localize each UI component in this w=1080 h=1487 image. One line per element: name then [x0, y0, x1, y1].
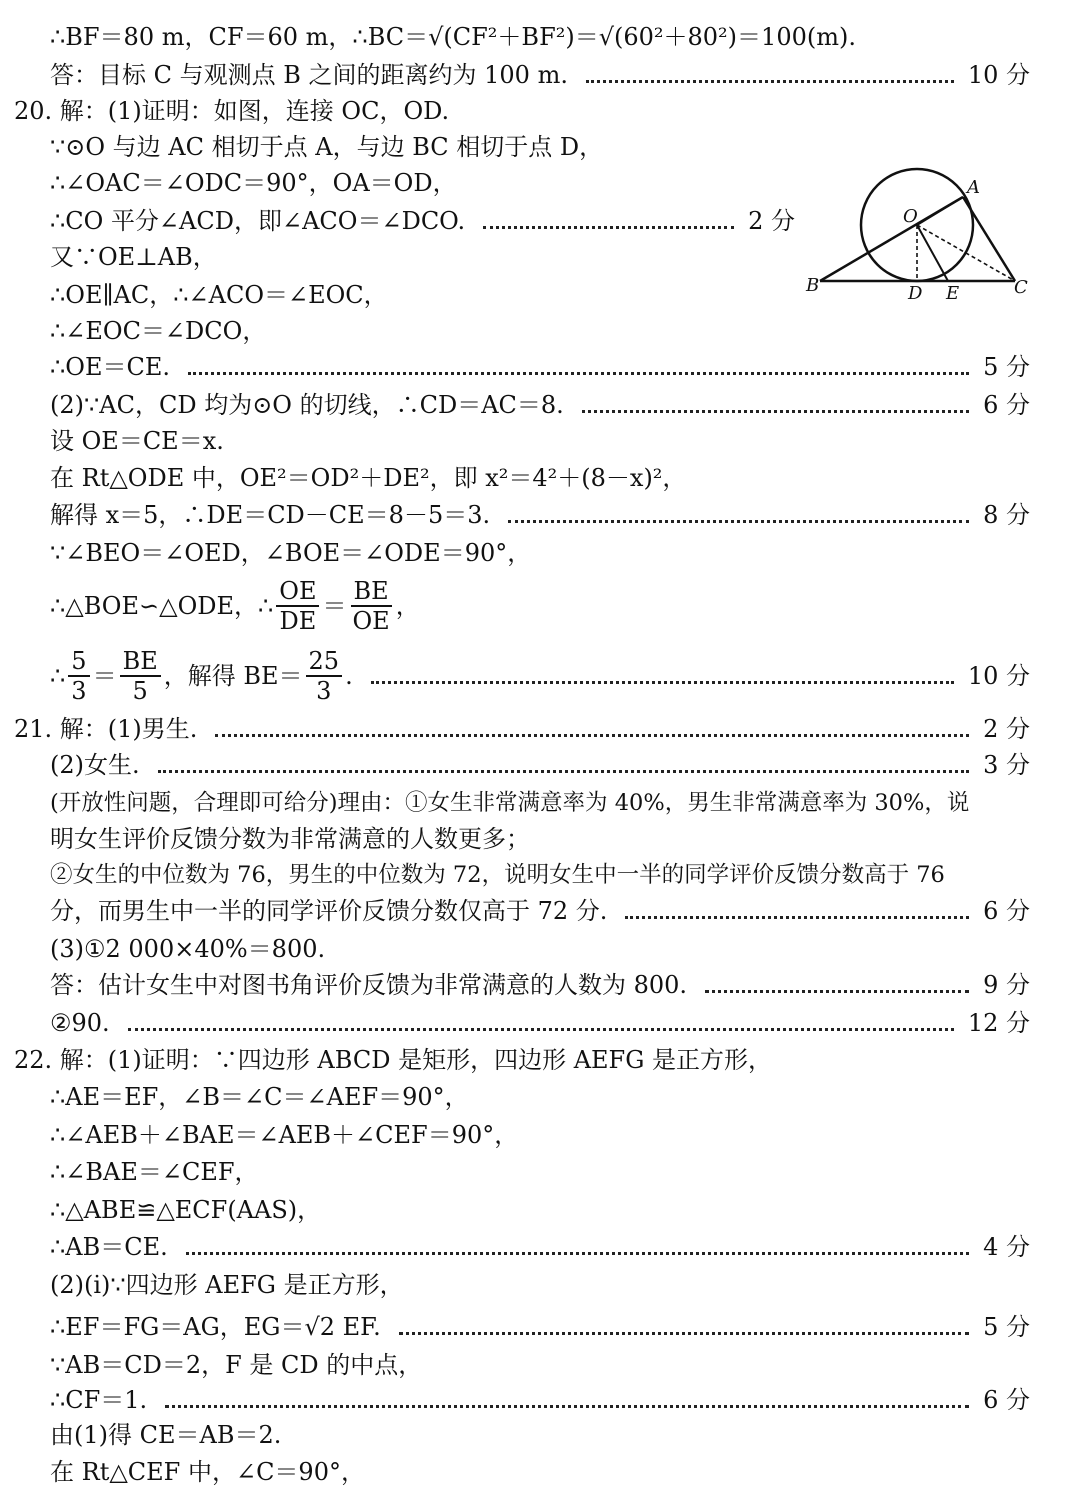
line-12 [50, 426, 950, 456]
line-10 [50, 352, 1030, 382]
line-4-text: ∵⊙O 与边 AC 相切于点 A，与边 BC 相切于点 D， [50, 133, 604, 161]
line-32 [50, 1232, 1030, 1262]
dot-leader [586, 80, 954, 83]
line-19-text: (2)女生. [50, 751, 140, 779]
fraction-numerator: BE [351, 577, 392, 607]
fraction-numerator: 5 [68, 647, 89, 677]
label-c: C [1014, 277, 1028, 298]
line-19 [50, 750, 1030, 780]
line-11-text: (2)∵AC，CD 均为⊙O 的切线，∴CD＝AC＝8. [50, 391, 564, 419]
line-29 [50, 1120, 950, 1150]
dot-leader [186, 1252, 969, 1255]
line-34-text: ∴EF＝FG＝AG，EG＝√2 EF. [50, 1313, 381, 1341]
line-2-text: 答：目标 C 与观测点 B 之间的距离约为 100 m. [50, 61, 568, 89]
line-20-text: (开放性问题，合理即可给分)理由：①女生非常满意率为 40%，男生非常满意率为 30%，说 [50, 790, 970, 816]
line-6-text: ∴CO 平分∠ACD，即∠ACO＝∠DCO. [50, 207, 466, 235]
line-18 [14, 714, 1030, 744]
dot-leader [705, 990, 969, 993]
line-11 [50, 390, 1030, 420]
line-13 [50, 463, 1010, 493]
line-2 [50, 60, 1030, 90]
fraction-denominator: OE [352, 607, 390, 635]
line-10-text: ∴OE＝CE. [50, 353, 170, 381]
line-9 [50, 316, 750, 346]
fraction-25-3 [306, 647, 343, 705]
equals-sign: ＝ [322, 592, 347, 620]
line-18-score: 2 分 [983, 715, 1030, 743]
line-36-text: ∴CF＝1. [50, 1386, 148, 1414]
line-36 [50, 1385, 1030, 1415]
line-16-post: ， [395, 592, 420, 620]
line-19-score: 3 分 [983, 751, 1030, 779]
dot-leader [582, 410, 969, 413]
line-15-text: ∵∠BEO＝∠OED，∠BOE＝∠ODE＝90°， [50, 539, 532, 567]
line-17-mid: ，解得 BE＝ [163, 662, 303, 690]
line-25-text: 答：估计女生中对图书角评价反馈为非常满意的人数为 800. [50, 971, 688, 999]
line-4 [50, 132, 810, 162]
line-21-text: 明女生评价反馈分数为非常满意的人数更多； [50, 825, 530, 853]
label-o: O [903, 206, 918, 227]
line-33 [50, 1270, 950, 1300]
line-32-score: 4 分 [983, 1233, 1030, 1261]
line-21 [50, 824, 1010, 854]
line-17-text [50, 647, 353, 705]
label-b: B [806, 275, 820, 296]
line-17-post: . [345, 662, 353, 690]
dot-leader [483, 226, 734, 229]
line-2-score: 10 分 [967, 61, 1030, 89]
line-26-score: 12 分 [967, 1009, 1030, 1037]
fraction-denominator: 5 [132, 677, 148, 705]
dot-leader [188, 372, 969, 375]
line-38 [50, 1457, 950, 1487]
equals-sign: ＝ [92, 662, 117, 690]
label-e: E [946, 283, 960, 304]
line-18-text: 21. 解：(1)男生. [14, 715, 198, 743]
line-16-text [50, 577, 420, 635]
dot-leader [508, 520, 969, 523]
line-15 [50, 538, 1010, 568]
label-d: D [908, 283, 923, 304]
line-24-text: (3)①2 000×40%＝800. [50, 935, 326, 963]
line-28 [50, 1082, 950, 1112]
dot-leader [215, 734, 969, 737]
segment-oa [917, 197, 963, 225]
line-23-score: 6 分 [983, 897, 1030, 925]
line-22-text: ②女生的中位数为 76，男生的中位数为 72，说明女生中一半的同学评价反馈分数高于 76 [50, 862, 945, 888]
line-34-score: 5 分 [983, 1313, 1030, 1341]
line-10-score: 5 分 [983, 353, 1030, 381]
line-16-pre: ∴△BOE∽△ODE，∴ [50, 592, 274, 620]
dot-leader [165, 1405, 969, 1408]
fraction-be-oe [349, 577, 392, 635]
line-8 [50, 280, 750, 310]
line-35-text: ∵AB＝CD＝2，F 是 CD 的中点， [50, 1351, 423, 1379]
line-31 [50, 1195, 950, 1225]
fraction-numerator: 25 [306, 647, 343, 677]
line-12-text: 设 OE＝CE＝x. [50, 427, 224, 455]
line-1 [50, 22, 980, 52]
line-8-text: ∴OE∥AC，∴∠ACO＝∠EOC， [50, 281, 388, 309]
line-7-text: 又∵OE⊥AB， [50, 243, 217, 271]
geometry-figure [800, 165, 1040, 305]
line-13-text: 在 Rt△ODE 中，OE²＝OD²＋DE²，即 x²＝4²＋(8－x)²， [50, 464, 687, 492]
line-23-text: 分，而男生中一半的同学评价反馈分数仅高于 72 分. [50, 897, 608, 925]
line-32-text: ∴AB＝CE. [50, 1233, 168, 1261]
line-26 [50, 1008, 1030, 1038]
line-16 [50, 576, 1010, 636]
line-5 [50, 168, 810, 198]
fraction-denominator: DE [279, 607, 317, 635]
fraction-denominator: 3 [316, 677, 332, 705]
dot-leader [399, 1332, 969, 1335]
line-20 [50, 788, 1040, 818]
dot-leader [128, 1028, 954, 1031]
line-37-text: 由(1)得 CE＝AB＝2. [50, 1421, 282, 1449]
label-a: A [967, 177, 980, 198]
line-38-text: 在 Rt△CEF 中，∠C＝90°， [50, 1458, 365, 1486]
dot-leader [371, 681, 954, 684]
line-37 [50, 1420, 950, 1450]
fraction-denominator: 3 [71, 677, 87, 705]
line-6-score: 2 分 [748, 207, 795, 235]
fraction-be-5 [120, 647, 161, 705]
line-9-text: ∴∠EOC＝∠DCO， [50, 317, 267, 345]
line-25-score: 9 分 [983, 971, 1030, 999]
fraction-numerator: OE [276, 577, 319, 607]
line-23 [50, 896, 1030, 926]
dot-leader [625, 916, 969, 919]
line-6 [50, 206, 795, 236]
fraction-numerator: BE [120, 647, 161, 677]
line-14-score: 8 分 [983, 501, 1030, 529]
line-26-text: ②90. [50, 1009, 110, 1037]
line-1-text: ∴BF＝80 m，CF＝60 m，∴BC＝√(CF²＋BF²)＝√(60²＋80²)＝100(m). [50, 23, 856, 51]
line-22 [50, 860, 1040, 890]
line-17 [50, 646, 1030, 706]
line-29-text: ∴∠AEB＋∠BAE＝∠AEB＋∠CEF＝90°， [50, 1121, 519, 1149]
line-30-text: ∴∠BAE＝∠CEF， [50, 1158, 259, 1186]
line-3 [14, 96, 914, 126]
line-34 [50, 1312, 1030, 1342]
line-24 [50, 934, 950, 964]
fraction-oe-de [276, 577, 319, 635]
fraction-5-3 [68, 647, 89, 705]
line-17-score: 10 分 [967, 662, 1030, 690]
dot-leader [158, 770, 969, 773]
line-30 [50, 1157, 950, 1187]
line-35 [50, 1350, 950, 1380]
line-5-text: ∴∠OAC＝∠ODC＝90°，OA＝OD， [50, 169, 457, 197]
line-3-text: 20. 解：(1)证明：如图，连接 OC，OD. [14, 97, 450, 125]
line-27-text: 22. 解：(1)证明：∵四边形 ABCD 是矩形，四边形 AEFG 是正方形， [14, 1046, 773, 1074]
line-31-text: ∴△ABE≌△ECF(AAS)， [50, 1196, 322, 1224]
line-33-text: (2)(ⅰ)∵四边形 AEFG 是正方形， [50, 1271, 404, 1299]
line-7 [50, 242, 750, 272]
line-25 [50, 970, 1030, 1000]
line-27 [14, 1045, 1014, 1075]
line-28-text: ∴AE＝EF，∠B＝∠C＝∠AEF＝90°， [50, 1083, 469, 1111]
line-14 [50, 500, 1030, 530]
line-17-pre: ∴ [50, 662, 66, 690]
line-36-score: 6 分 [983, 1386, 1030, 1414]
line-11-score: 6 分 [983, 391, 1030, 419]
line-14-text: 解得 x＝5，∴DE＝CD－CE＝8－5＝3. [50, 501, 491, 529]
